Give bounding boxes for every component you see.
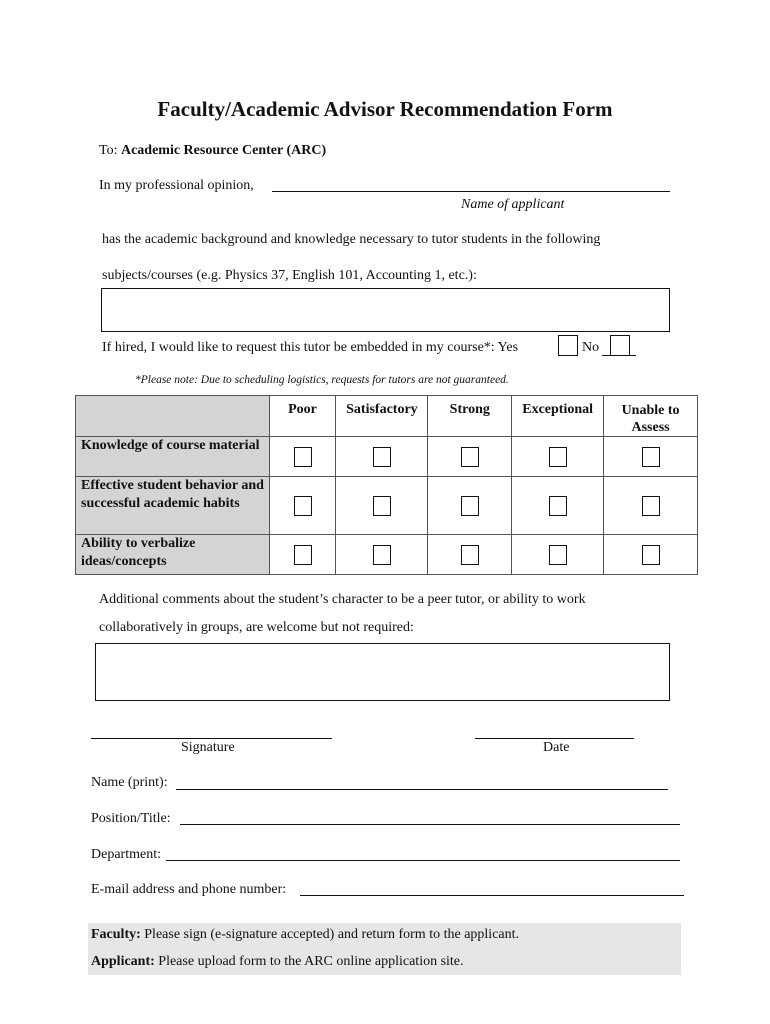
applicant-text: Please upload form to the ARC online application site. xyxy=(158,954,464,969)
behavior-unable-checkbox[interactable] xyxy=(642,496,660,516)
name-print-label: Name (print): xyxy=(91,775,168,790)
faculty-label: Faculty: xyxy=(91,927,141,942)
rating-cell xyxy=(604,477,698,535)
verbalize-exceptional-checkbox[interactable] xyxy=(549,545,567,565)
subjects-text-line2: subjects/courses (e.g. Physics 37, English 101, Accounting 1, etc.): xyxy=(102,268,477,283)
form-title: Faculty/Academic Advisor Recommendation Form xyxy=(157,97,613,121)
column-header-poor: Poor xyxy=(269,396,336,437)
column-header-exceptional: Exceptional xyxy=(512,396,604,437)
rating-cell xyxy=(604,437,698,477)
contact-label: E-mail address and phone number: xyxy=(91,882,287,897)
embed-question: If hired, I would like to request this tutor be embedded in my course*: Yes xyxy=(102,340,519,355)
rating-cell xyxy=(512,477,604,535)
department-label: Department: xyxy=(91,847,161,862)
rating-table xyxy=(75,395,698,575)
knowledge-poor-checkbox[interactable] xyxy=(294,447,312,467)
subjects-input-box[interactable] xyxy=(101,288,670,332)
embed-no-underline-end xyxy=(630,355,636,356)
column-header-satisfactory: Satisfactory xyxy=(336,396,428,437)
rating-cell xyxy=(512,437,604,477)
row-label-behavior: Effective student behavior and successful academic habits xyxy=(76,477,270,535)
applicant-instruction xyxy=(91,954,464,970)
row-label-knowledge: Knowledge of course material xyxy=(76,437,270,477)
signature-caption: Signature xyxy=(181,740,235,755)
recipient-line xyxy=(99,143,326,159)
column-header-strong: Strong xyxy=(428,396,512,437)
rating-header-row xyxy=(76,396,698,437)
embed-no-label: No xyxy=(582,340,600,355)
verbalize-poor-checkbox[interactable] xyxy=(294,545,312,565)
behavior-strong-checkbox[interactable] xyxy=(461,496,479,516)
applicant-label: Applicant: xyxy=(91,954,155,969)
verbalize-satisfactory-checkbox[interactable] xyxy=(373,545,391,565)
row-label-verbalize: Ability to verbalize ideas/concepts xyxy=(76,535,270,575)
verbalize-unable-checkbox[interactable] xyxy=(642,545,660,565)
rating-cell xyxy=(604,535,698,575)
contact-field[interactable] xyxy=(300,895,684,896)
rating-cell xyxy=(428,535,512,575)
embed-yes-checkbox[interactable] xyxy=(558,335,578,356)
behavior-poor-checkbox[interactable] xyxy=(294,496,312,516)
rating-row-knowledge xyxy=(76,437,698,477)
rating-row-verbalize xyxy=(76,535,698,575)
date-field[interactable] xyxy=(475,738,634,739)
knowledge-satisfactory-checkbox[interactable] xyxy=(373,447,391,467)
embed-no-checkbox[interactable] xyxy=(610,335,630,356)
rating-cell xyxy=(269,437,336,477)
rating-row-behavior xyxy=(76,477,698,535)
department-field[interactable] xyxy=(166,860,680,861)
signature-field[interactable] xyxy=(91,738,332,739)
comments-text-line2: collaboratively in groups, are welcome but not required: xyxy=(99,620,414,635)
rating-cell xyxy=(336,477,428,535)
column-header-unable-to-assess: Unable to Assess xyxy=(604,396,698,437)
date-caption: Date xyxy=(543,740,570,755)
recipient-name: Academic Resource Center (ARC) xyxy=(120,143,327,158)
rating-cell xyxy=(269,535,336,575)
rating-cell xyxy=(336,535,428,575)
position-title-label: Position/Title: xyxy=(91,811,171,826)
rating-cell xyxy=(428,437,512,477)
applicant-name-field[interactable] xyxy=(272,191,670,192)
comments-input-box[interactable] xyxy=(95,643,670,701)
rating-cell xyxy=(269,477,336,535)
faculty-instruction xyxy=(91,927,519,943)
rating-cell xyxy=(512,535,604,575)
faculty-text: Please sign (e-signature accepted) and return form to the applicant. xyxy=(144,927,520,942)
knowledge-strong-checkbox[interactable] xyxy=(461,447,479,467)
comments-text-line1: Additional comments about the student’s character to be a peer tutor, or ability to work xyxy=(99,592,586,607)
knowledge-unable-checkbox[interactable] xyxy=(642,447,660,467)
opinion-text: In my professional opinion, xyxy=(99,178,254,193)
verbalize-strong-checkbox[interactable] xyxy=(461,545,479,565)
to-prefix: To: xyxy=(99,143,118,158)
rating-corner-cell xyxy=(76,396,270,437)
embed-no-underline xyxy=(602,355,610,356)
applicant-caption: Name of applicant xyxy=(461,197,565,212)
behavior-exceptional-checkbox[interactable] xyxy=(549,496,567,516)
name-print-field[interactable] xyxy=(176,789,668,790)
position-title-field[interactable] xyxy=(180,824,680,825)
embed-note: *Please note: Due to scheduling logistics, requests for tutors are not guaranteed. xyxy=(135,374,509,386)
rating-cell xyxy=(428,477,512,535)
behavior-satisfactory-checkbox[interactable] xyxy=(373,496,391,516)
knowledge-exceptional-checkbox[interactable] xyxy=(549,447,567,467)
subjects-text-line1: has the academic background and knowledge necessary to tutor students in the following xyxy=(102,232,601,247)
rating-cell xyxy=(336,437,428,477)
